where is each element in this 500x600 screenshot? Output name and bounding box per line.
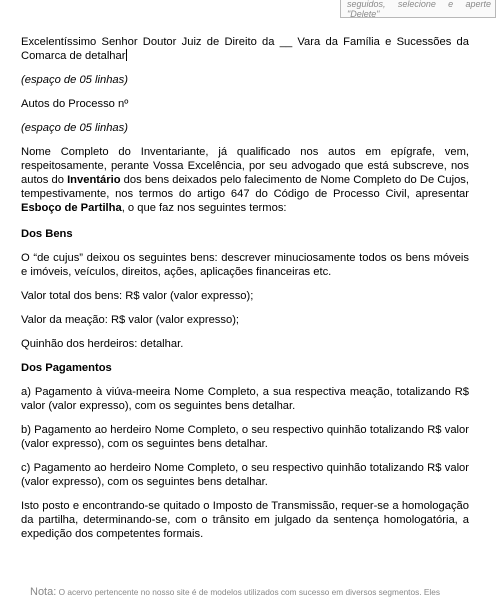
heading-dos-pagamentos: Dos Pagamentos <box>21 362 112 374</box>
tip-text-line1: seguidos, selecione e aperte <box>347 0 491 9</box>
pagamento-a: a) Pagamento à viúva-meeira Nome Completo, a sua respectiva meação, totalizando R$ valor (valor expresso), com os seguintes bens detalhar. <box>21 386 469 412</box>
intro-text-2: dos bens deixados pelo falecimento de Nome Completo do De Cujos, tempestivamente, nos termos do artigo 647 do Código de Processo Civil, apresentar <box>21 174 469 200</box>
addressee-text: Excelentíssimo Senhor Doutor Juiz de Direito da __ Vara da Família e Sucessões da Comarca de detalhar <box>21 36 469 62</box>
text-cursor <box>126 49 127 61</box>
addressee-paragraph[interactable] <box>21 35 469 63</box>
intro-text-3: , o que faz nos seguintes termos: <box>121 202 287 214</box>
intro-bold-esboco: Esboço de Partilha <box>21 202 122 214</box>
footer-text: O acervo pertencente no nosso site é de modelos utilizados com sucesso em diversos segmentos. Eles <box>58 587 440 597</box>
tip-box <box>340 0 496 18</box>
document-body[interactable] <box>21 35 469 551</box>
spacer-note-2: (espaço de 05 linhas) <box>21 122 128 134</box>
pagamento-b: b) Pagamento ao herdeiro Nome Completo, o seu respectivo quinhão totalizando R$ valor (valor expresso), com os seguintes bens detalhar. <box>21 424 469 450</box>
closing-paragraph: Isto posto e encontrando-se quitado o Imposto de Transmissão, requer-se a homologação da partilha, determinando-se, com o trânsito em julgado da sentença homologatória, a expedição dos competentes formais. <box>21 500 469 540</box>
valor-total-line: Valor total dos bens: R$ valor (valor expresso); <box>21 290 254 302</box>
process-reference: Autos do Processo nº <box>21 98 129 110</box>
footer-label: Nota: <box>30 586 57 598</box>
spacer-note-1: (espaço de 05 linhas) <box>21 74 128 86</box>
heading-dos-bens: Dos Bens <box>21 228 73 240</box>
bens-description: O “de cujus” deixou os seguintes bens: descrever minuciosamente todos os bens móveis e imóveis, veículos, direitos, ações, aplicações financeiras etc. <box>21 252 469 278</box>
intro-paragraph <box>21 145 469 215</box>
tip-text-line2: "Delete" <box>347 9 380 19</box>
intro-bold-inventario: Inventário <box>67 174 121 186</box>
valor-meacao-line: Valor da meação: R$ valor (valor expresso); <box>21 314 240 326</box>
pagamento-c: c) Pagamento ao herdeiro Nome Completo, o seu respectivo quinhão totalizando R$ valor (valor expresso), com os seguintes bens detalhar. <box>21 462 469 488</box>
quinhao-line: Quinhão dos herdeiros: detalhar. <box>21 338 184 350</box>
intro-text-1: Nome Completo do Inventariante, já qualificado nos autos em epígrafe, vem, respeitosamente, perante Vossa Excelência, por seu advogado que está subscreve, nos autos do <box>21 146 469 186</box>
footer-note <box>30 586 500 598</box>
